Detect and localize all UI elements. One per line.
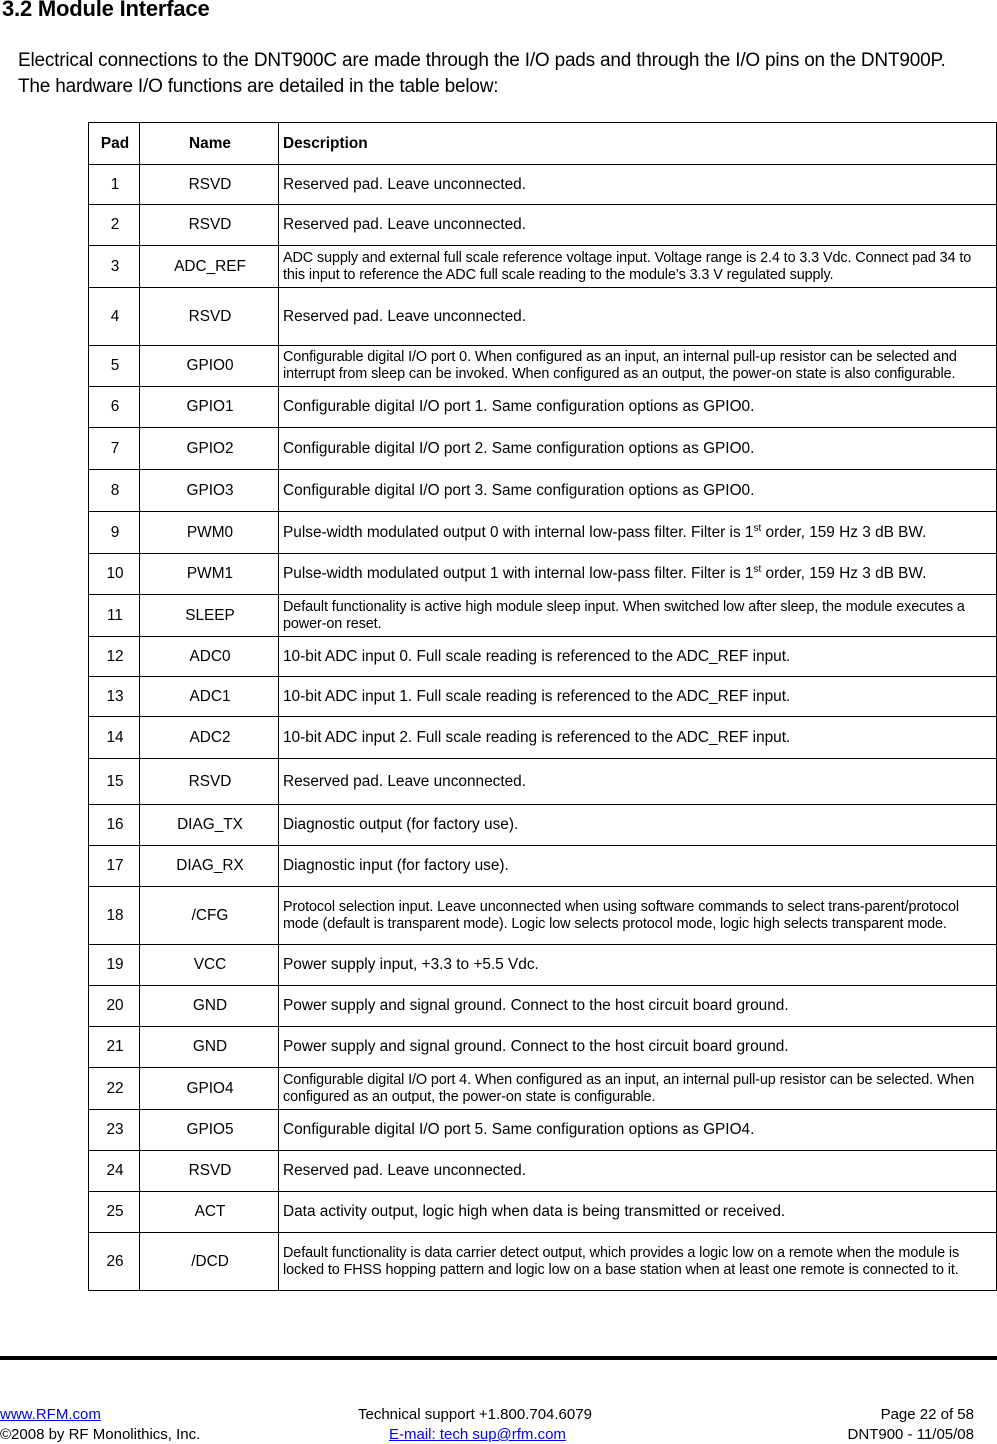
pad-description: Data activity output, logic high when data is being transmitted or received. bbox=[279, 1192, 997, 1233]
table-row bbox=[89, 1068, 997, 1110]
table-row bbox=[89, 554, 997, 595]
pad-name: GND bbox=[140, 1027, 279, 1068]
pad-name: GPIO5 bbox=[140, 1110, 279, 1151]
footer-website[interactable]: www.RFM.com bbox=[0, 1406, 101, 1423]
io-table-body bbox=[89, 165, 997, 1291]
pad-number: 6 bbox=[89, 387, 140, 428]
table-header-row bbox=[89, 123, 997, 165]
intro-paragraph: Electrical connections to the DNT900C are made through the I/O pads and through the I/O pins on the DNT900P. The hardware I/O functions are detailed in the table below: bbox=[18, 50, 946, 97]
section-heading: 3.2 Module Interface bbox=[2, 0, 210, 21]
pad-name: GPIO0 bbox=[140, 346, 279, 387]
ordinal-suffix: st bbox=[753, 522, 762, 534]
pad-number: 1 bbox=[89, 165, 140, 205]
pad-description: Power supply input, +3.3 to +5.5 Vdc. bbox=[279, 945, 997, 986]
pad-description: Reserved pad. Leave unconnected. bbox=[279, 205, 997, 246]
pad-number: 22 bbox=[89, 1068, 140, 1110]
pad-name: RSVD bbox=[140, 288, 279, 346]
pad-number: 21 bbox=[89, 1027, 140, 1068]
pad-name: PWM0 bbox=[140, 512, 279, 554]
pad-number: 8 bbox=[89, 470, 140, 512]
table-row bbox=[89, 346, 997, 387]
table-row bbox=[89, 288, 997, 346]
table-row bbox=[89, 846, 997, 887]
table-row bbox=[89, 387, 997, 428]
table-row bbox=[89, 887, 997, 945]
table-row bbox=[89, 470, 997, 512]
pad-number: 11 bbox=[89, 595, 140, 637]
pad-name: ADC0 bbox=[140, 637, 279, 677]
pad-description: Reserved pad. Leave unconnected. bbox=[279, 165, 997, 205]
table-row bbox=[89, 805, 997, 846]
pad-description: 10-bit ADC input 0. Full scale reading is referenced to the ADC_REF input. bbox=[279, 637, 997, 677]
pad-description: Default functionality is data carrier detect output, which provides a logic low on a remote when the module is locked to FHSS hopping pattern and logic low on a base station when at least one remote is connected to it. bbox=[279, 1233, 997, 1291]
pad-number: 24 bbox=[89, 1151, 140, 1192]
pad-name: ADC_REF bbox=[140, 246, 279, 288]
pad-description: Configurable digital I/O port 4. When configured as an input, an internal pull-up resistor can be selected. When configured as an output, the power-on state is configurable. bbox=[279, 1068, 997, 1110]
ordinal-suffix: st bbox=[753, 564, 762, 576]
pad-description bbox=[279, 554, 997, 595]
table-row bbox=[89, 717, 997, 759]
pad-name: SLEEP bbox=[140, 595, 279, 637]
pad-name: ADC1 bbox=[140, 677, 279, 717]
pad-description: 10-bit ADC input 2. Full scale reading is referenced to the ADC_REF input. bbox=[279, 717, 997, 759]
pad-name: ADC2 bbox=[140, 717, 279, 759]
table-row bbox=[89, 677, 997, 717]
description-text: Pulse-width modulated output 1 with internal low-pass filter. Filter is 1 bbox=[283, 565, 754, 583]
description-text: order, 159 Hz 3 dB BW. bbox=[761, 565, 927, 583]
pad-name: DIAG_RX bbox=[140, 846, 279, 887]
table-row bbox=[89, 1233, 997, 1291]
pad-number: 7 bbox=[89, 428, 140, 470]
pad-number: 25 bbox=[89, 1192, 140, 1233]
pad-description: 10-bit ADC input 1. Full scale reading is referenced to the ADC_REF input. bbox=[279, 677, 997, 717]
table-row bbox=[89, 1192, 997, 1233]
pad-number: 10 bbox=[89, 554, 140, 595]
pad-number: 2 bbox=[89, 205, 140, 246]
table-row bbox=[89, 246, 997, 288]
footer-email[interactable]: E-mail: tech sup@rfm.com bbox=[389, 1426, 566, 1443]
pad-number: 16 bbox=[89, 805, 140, 846]
table-row bbox=[89, 428, 997, 470]
pad-number: 20 bbox=[89, 986, 140, 1027]
table-row bbox=[89, 512, 997, 554]
pad-name: GPIO2 bbox=[140, 428, 279, 470]
header-pad: Pad bbox=[89, 123, 140, 165]
pad-description: Reserved pad. Leave unconnected. bbox=[279, 1151, 997, 1192]
pad-number: 15 bbox=[89, 759, 140, 805]
pad-description: Reserved pad. Leave unconnected. bbox=[279, 288, 997, 346]
pad-number: 4 bbox=[89, 288, 140, 346]
table-row bbox=[89, 986, 997, 1027]
pad-name: DIAG_TX bbox=[140, 805, 279, 846]
table-row bbox=[89, 945, 997, 986]
pad-name: RSVD bbox=[140, 759, 279, 805]
pad-description: Power supply and signal ground. Connect to the host circuit board ground. bbox=[279, 1027, 997, 1068]
pad-number: 9 bbox=[89, 512, 140, 554]
footer-doc-id: DNT900 - 11/05/08 bbox=[847, 1426, 974, 1443]
pad-description: Protocol selection input. Leave unconnected when using software commands to select trans-parent/protocol mode (default is transparent mode). Logic low selects protocol mode, logic high selects transparent mode. bbox=[279, 887, 997, 945]
pad-name: VCC bbox=[140, 945, 279, 986]
pad-name: RSVD bbox=[140, 165, 279, 205]
pad-number: 3 bbox=[89, 246, 140, 288]
pad-number: 12 bbox=[89, 637, 140, 677]
pad-description: Configurable digital I/O port 1. Same configuration options as GPIO0. bbox=[279, 387, 997, 428]
pad-description: Default functionality is active high module sleep input. When switched low after sleep, the module executes a power-on reset. bbox=[279, 595, 997, 637]
pad-description: Diagnostic output (for factory use). bbox=[279, 805, 997, 846]
table-row bbox=[89, 759, 997, 805]
footer-rule bbox=[0, 1356, 997, 1360]
pad-description: Reserved pad. Leave unconnected. bbox=[279, 759, 997, 805]
pad-number: 13 bbox=[89, 677, 140, 717]
header-description: Description bbox=[279, 123, 997, 165]
pad-name: RSVD bbox=[140, 1151, 279, 1192]
pad-name: /DCD bbox=[140, 1233, 279, 1291]
pad-name: GND bbox=[140, 986, 279, 1027]
pad-description: Diagnostic input (for factory use). bbox=[279, 846, 997, 887]
pad-number: 17 bbox=[89, 846, 140, 887]
pad-name: GPIO3 bbox=[140, 470, 279, 512]
pad-description: Configurable digital I/O port 3. Same configuration options as GPIO0. bbox=[279, 470, 997, 512]
pad-number: 26 bbox=[89, 1233, 140, 1291]
pad-name: RSVD bbox=[140, 205, 279, 246]
pad-description: ADC supply and external full scale reference voltage input. Voltage range is 2.4 to 3.3 Vdc. Connect pad 34 to this input to reference the ADC full scale reading to the module’s 3.3 V regulated supply. bbox=[279, 246, 997, 288]
pad-description: Configurable digital I/O port 5. Same configuration options as GPIO4. bbox=[279, 1110, 997, 1151]
pad-name: /CFG bbox=[140, 887, 279, 945]
pad-number: 19 bbox=[89, 945, 140, 986]
pad-description: Configurable digital I/O port 2. Same configuration options as GPIO0. bbox=[279, 428, 997, 470]
pad-number: 5 bbox=[89, 346, 140, 387]
table-row bbox=[89, 205, 997, 246]
pad-number: 18 bbox=[89, 887, 140, 945]
pad-name: GPIO1 bbox=[140, 387, 279, 428]
description-text: Pulse-width modulated output 0 with internal low-pass filter. Filter is 1 bbox=[283, 524, 754, 542]
footer-support: Technical support +1.800.704.6079 bbox=[358, 1406, 592, 1423]
table-row bbox=[89, 1110, 997, 1151]
table-row bbox=[89, 637, 997, 677]
pad-name: GPIO4 bbox=[140, 1068, 279, 1110]
pad-description bbox=[279, 512, 997, 554]
io-table bbox=[88, 122, 997, 1291]
pad-description: Power supply and signal ground. Connect to the host circuit board ground. bbox=[279, 986, 997, 1027]
table-row bbox=[89, 1151, 997, 1192]
header-name: Name bbox=[140, 123, 279, 165]
pad-number: 23 bbox=[89, 1110, 140, 1151]
footer-copyright: ©2008 by RF Monolithics, Inc. bbox=[0, 1426, 201, 1443]
table-row bbox=[89, 165, 997, 205]
footer-page-number: Page 22 of 58 bbox=[880, 1406, 974, 1423]
description-text: order, 159 Hz 3 dB BW. bbox=[761, 524, 927, 542]
pad-name: PWM1 bbox=[140, 554, 279, 595]
pad-description: Configurable digital I/O port 0. When configured as an input, an internal pull-up resistor can be selected and interrupt from sleep can be invoked. When configured as an output, the power-on state is also configurable. bbox=[279, 346, 997, 387]
pad-name: ACT bbox=[140, 1192, 279, 1233]
table-row bbox=[89, 595, 997, 637]
table-row bbox=[89, 1027, 997, 1068]
pad-number: 14 bbox=[89, 717, 140, 759]
